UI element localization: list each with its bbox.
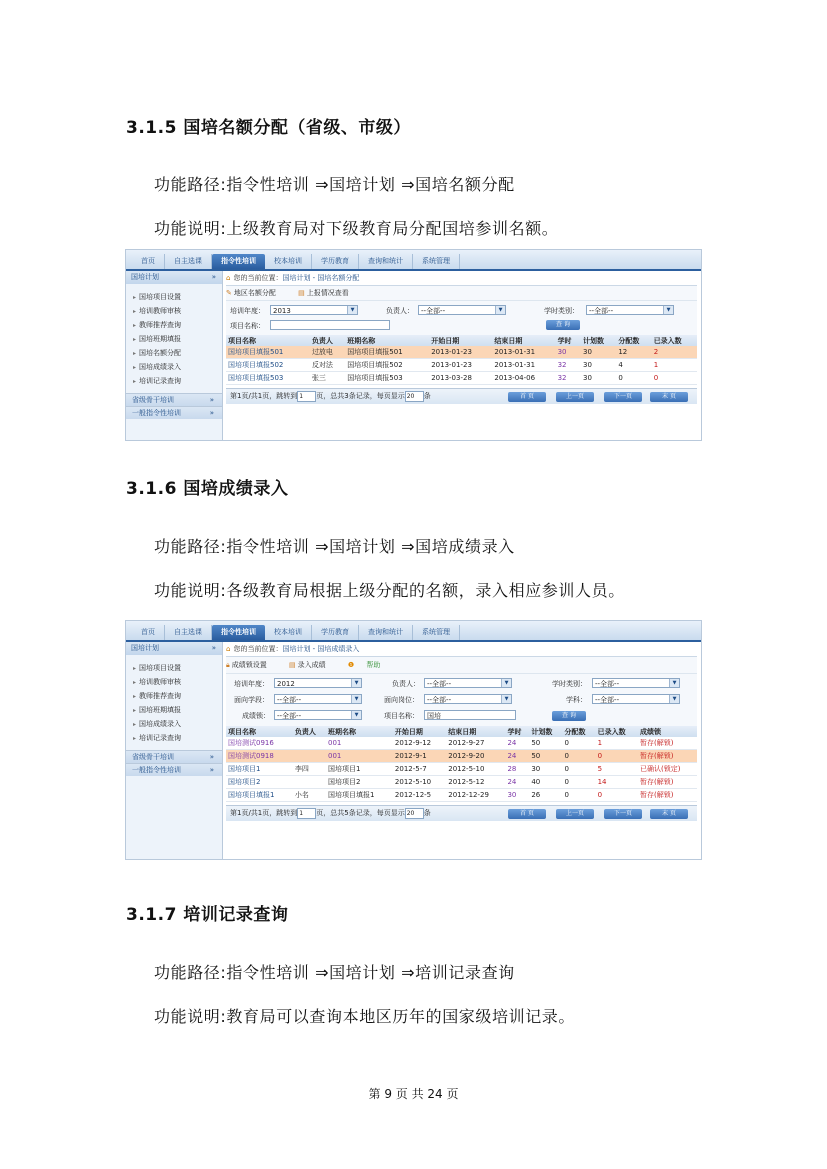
cell-start-date: 2012-9-12 bbox=[393, 737, 446, 750]
pager-pre: 第1页/共1页，跳转到 bbox=[230, 809, 298, 817]
sidebar-group-provincial[interactable] bbox=[126, 750, 222, 763]
bullet-icon: ▸ bbox=[133, 707, 137, 714]
page-footer: 第 9 页 共 24 页 bbox=[368, 1087, 459, 1101]
sidebar-item-label: 国培项目设置 bbox=[139, 664, 182, 672]
cell-end-date: 2012-5-12 bbox=[446, 776, 505, 789]
pagination bbox=[226, 805, 697, 821]
column-header: 计划数 bbox=[581, 335, 616, 346]
cell-start-date: 2012-12-5 bbox=[393, 789, 446, 802]
nav-tab-self-course[interactable]: 自主选课 bbox=[165, 625, 212, 640]
sidebar-item-label: 国培班期填报 bbox=[139, 335, 182, 343]
pagination-text bbox=[230, 389, 431, 404]
cell-owner: 小名 bbox=[293, 789, 326, 802]
quota-table bbox=[226, 335, 697, 385]
cell-owner: 过放电 bbox=[310, 346, 345, 359]
bullet-icon: ▸ bbox=[133, 693, 137, 700]
toolbar bbox=[226, 286, 697, 301]
nav-tab-directive-training[interactable]: 指令性培训 bbox=[212, 625, 265, 640]
hours-type-select[interactable] bbox=[592, 678, 680, 688]
nav-tab-degree-education[interactable]: 学历教育 bbox=[312, 625, 359, 640]
column-header: 计划数 bbox=[529, 726, 562, 737]
first-page-button[interactable]: 首 页 bbox=[508, 392, 546, 402]
page-size-input[interactable]: 20 bbox=[405, 808, 424, 819]
score-lock-settings-button[interactable] bbox=[226, 661, 277, 669]
cell-allocated: 0 bbox=[562, 737, 595, 750]
cell-owner bbox=[293, 776, 326, 789]
cell-owner: 张三 bbox=[310, 372, 345, 385]
nav-tab-school-training[interactable]: 校本培训 bbox=[265, 625, 312, 640]
hours-type-label: 学时类别： bbox=[544, 307, 579, 315]
owner-value: --全部-- bbox=[421, 307, 446, 315]
sidebar-item-teacher-review[interactable] bbox=[126, 304, 222, 318]
nav-tab-self-course[interactable]: 自主选课 bbox=[165, 254, 212, 269]
bullet-icon: ▸ bbox=[133, 294, 137, 301]
bullet-icon: ▸ bbox=[133, 364, 137, 371]
cell-hours: 24 bbox=[505, 750, 529, 763]
cell-allocated: 0 bbox=[562, 789, 595, 802]
function-path-3-1-5: 功能路径:指令性培训 ⇒国培计划 ⇒国培名额分配 bbox=[154, 175, 515, 194]
table-row[interactable] bbox=[226, 789, 697, 802]
screenshot-score-entry bbox=[125, 620, 702, 860]
column-header: 项目名称 bbox=[226, 726, 293, 737]
top-nav bbox=[126, 621, 701, 642]
score-lock-value: --全部-- bbox=[277, 712, 302, 720]
sidebar bbox=[126, 271, 223, 440]
collapse-icon: » bbox=[211, 644, 216, 652]
chevron-down-icon: ▼ bbox=[669, 679, 679, 687]
table-row[interactable] bbox=[226, 750, 697, 763]
next-page-button[interactable]: 下一页 bbox=[604, 392, 642, 402]
owner-select[interactable] bbox=[418, 305, 506, 315]
sidebar-item-label: 培训记录查询 bbox=[139, 734, 182, 742]
table-row[interactable] bbox=[226, 346, 697, 359]
cell-class-name: 001 bbox=[326, 750, 393, 763]
sidebar-title[interactable] bbox=[126, 271, 222, 284]
cell-hours: 30 bbox=[505, 789, 529, 802]
section-heading-3-1-7: 3.1.7 培训记录查询 bbox=[126, 905, 289, 925]
cell-planned: 30 bbox=[581, 346, 616, 359]
last-page-button[interactable]: 末 页 bbox=[650, 392, 688, 402]
sidebar-item-label: 教师推荐查询 bbox=[139, 692, 182, 700]
cell-end-date: 2012-9-27 bbox=[446, 737, 505, 750]
cell-project-name[interactable]: 国培测试0916 bbox=[226, 737, 293, 750]
nav-tab-query-stats[interactable]: 查询和统计 bbox=[359, 625, 413, 640]
sidebar-group-label: 省级骨干培训 bbox=[132, 396, 174, 404]
sidebar-title-label: 国培计划 bbox=[131, 273, 159, 281]
owner-label: 负责人： bbox=[392, 680, 420, 688]
owner-select[interactable] bbox=[424, 678, 512, 688]
function-path-3-1-6: 功能路径:指令性培训 ⇒国培计划 ⇒国培成绩录入 bbox=[154, 537, 515, 556]
section-heading-3-1-6: 3.1.6 国培成绩录入 bbox=[126, 479, 289, 499]
sidebar-item-class-fill[interactable] bbox=[126, 703, 222, 717]
pager-pre: 第1页/共1页，跳转到 bbox=[230, 392, 298, 400]
cell-score-lock[interactable]: 暂存(解锁) bbox=[638, 737, 697, 750]
help-label: 帮助 bbox=[366, 661, 381, 669]
column-header: 负责人 bbox=[293, 726, 326, 737]
sidebar-item-label: 培训教师审核 bbox=[139, 307, 182, 315]
table-header-row bbox=[226, 335, 697, 346]
cell-entered: 2 bbox=[652, 346, 697, 359]
page-jump-input[interactable]: 1 bbox=[297, 808, 316, 819]
cell-start-date: 2012-5-10 bbox=[393, 776, 446, 789]
cell-end-date: 2013-04-06 bbox=[492, 372, 555, 385]
last-page-button[interactable]: 末 页 bbox=[650, 809, 688, 819]
cell-class-name: 国培项目填报1 bbox=[326, 789, 393, 802]
breadcrumb bbox=[226, 642, 697, 657]
nav-tab-system-admin[interactable]: 系统管理 bbox=[413, 254, 460, 269]
owner-label: 负责人： bbox=[386, 307, 414, 315]
year-select[interactable] bbox=[274, 678, 362, 688]
cell-class-name: 001 bbox=[326, 737, 393, 750]
query-button[interactable]: 查 询 bbox=[552, 711, 586, 721]
cell-project-name[interactable]: 国培项目2 bbox=[226, 776, 293, 789]
sidebar-item-recommend-query[interactable] bbox=[126, 318, 222, 332]
cell-allocated: 4 bbox=[616, 359, 651, 372]
column-header: 分配数 bbox=[616, 335, 651, 346]
chevron-down-icon: ▼ bbox=[495, 306, 505, 314]
bullet-icon: ▸ bbox=[133, 350, 137, 357]
collapse-icon: » bbox=[211, 273, 216, 281]
enter-scores-label: 录入成绩 bbox=[297, 661, 326, 669]
project-name-label: 项目名称： bbox=[230, 322, 265, 330]
column-header: 开始日期 bbox=[429, 335, 492, 346]
cell-start-date: 2012-5-7 bbox=[393, 763, 446, 776]
column-header: 负责人 bbox=[310, 335, 345, 346]
cell-class-name: 国培项目填报503 bbox=[345, 372, 429, 385]
pager-post: 条 bbox=[423, 809, 431, 817]
column-header: 班期名称 bbox=[345, 335, 429, 346]
breadcrumb-prefix: 您的当前位置： bbox=[233, 645, 283, 653]
cell-class-name: 国培项目2 bbox=[326, 776, 393, 789]
home-icon: ⌂ bbox=[226, 645, 231, 653]
chevron-down-icon: ▼ bbox=[663, 306, 673, 314]
hours-type-value: --全部-- bbox=[595, 680, 620, 688]
project-name-value: 国培 bbox=[427, 712, 441, 720]
function-desc-3-1-7: 功能说明:教育局可以查询本地区历年的国家级培训记录。 bbox=[154, 1007, 575, 1026]
report-status-button[interactable] bbox=[298, 289, 359, 297]
table-row[interactable] bbox=[226, 737, 697, 750]
toolbar bbox=[226, 657, 697, 674]
hours-type-label: 学时类别： bbox=[552, 680, 587, 688]
sidebar-item-project-setup[interactable] bbox=[126, 661, 222, 675]
table-row[interactable] bbox=[226, 372, 697, 385]
hours-type-select[interactable] bbox=[586, 305, 674, 315]
sidebar-item-label: 国培成绩录入 bbox=[139, 363, 182, 371]
breadcrumb-prefix: 您的当前位置： bbox=[233, 274, 283, 282]
school-stage-label: 面向学段： bbox=[234, 696, 269, 704]
sidebar-item-label: 教师推荐查询 bbox=[139, 321, 182, 329]
subject-value: --全部-- bbox=[595, 696, 620, 704]
cell-allocated: 0 bbox=[616, 372, 651, 385]
search-form bbox=[226, 301, 697, 335]
bullet-icon: ▸ bbox=[133, 336, 137, 343]
cell-score-lock[interactable]: 暂存(解锁) bbox=[638, 750, 697, 763]
cell-start-date: 2012-9-1 bbox=[393, 750, 446, 763]
year-value: 2013 bbox=[273, 307, 291, 315]
pagination bbox=[226, 388, 697, 404]
cell-planned: 30 bbox=[581, 359, 616, 372]
breadcrumb bbox=[226, 271, 697, 286]
nav-tab-home[interactable]: 首页 bbox=[132, 625, 165, 640]
sidebar bbox=[126, 642, 223, 859]
cell-entered: 1 bbox=[652, 359, 697, 372]
hours-type-value: --全部-- bbox=[589, 307, 614, 315]
cell-score-lock[interactable]: 已确认(锁定) bbox=[638, 763, 697, 776]
cell-planned: 26 bbox=[529, 789, 562, 802]
first-page-button[interactable]: 首 页 bbox=[508, 809, 546, 819]
cell-hours: 30 bbox=[556, 346, 581, 359]
cell-class-name: 国培项目填报501 bbox=[345, 346, 429, 359]
chevron-down-icon: ▼ bbox=[351, 679, 361, 687]
sidebar-item-record-query[interactable] bbox=[126, 731, 222, 745]
sidebar-group-label: 省级骨干培训 bbox=[132, 753, 174, 761]
project-name-label: 项目名称： bbox=[384, 712, 419, 720]
prev-page-button[interactable]: 上一页 bbox=[556, 809, 594, 819]
table-row[interactable] bbox=[226, 763, 697, 776]
nav-tab-home[interactable]: 首页 bbox=[132, 254, 165, 269]
nav-tab-query-stats[interactable]: 查询和统计 bbox=[359, 254, 413, 269]
owner-value: --全部-- bbox=[427, 680, 452, 688]
project-name-input[interactable] bbox=[270, 320, 390, 330]
cell-start-date: 2013-01-23 bbox=[429, 359, 492, 372]
info-icon: ❶ bbox=[347, 661, 355, 669]
enter-scores-button[interactable] bbox=[289, 661, 336, 669]
pagination-text bbox=[230, 806, 431, 821]
bullet-icon: ▸ bbox=[133, 665, 137, 672]
nav-tab-directive-training[interactable]: 指令性培训 bbox=[212, 254, 265, 269]
score-table bbox=[226, 726, 697, 802]
hammer-icon: ✎ bbox=[226, 289, 232, 297]
cell-end-date: 2013-01-31 bbox=[492, 346, 555, 359]
cell-end-date: 2012-12-29 bbox=[446, 789, 505, 802]
table-row[interactable] bbox=[226, 776, 697, 789]
function-desc-3-1-5: 功能说明:上级教育局对下级教育局分配国培参训名额。 bbox=[154, 219, 559, 238]
cell-allocated: 0 bbox=[562, 776, 595, 789]
school-stage-value: --全部-- bbox=[277, 696, 302, 704]
year-label: 培训年度： bbox=[230, 307, 265, 315]
document-icon: ▤ bbox=[288, 661, 296, 669]
cell-hours: 32 bbox=[556, 359, 581, 372]
cell-start-date: 2013-01-23 bbox=[429, 346, 492, 359]
cell-entered: 0 bbox=[596, 789, 638, 802]
cell-entered: 1 bbox=[596, 737, 638, 750]
bullet-icon: ▸ bbox=[133, 721, 137, 728]
sidebar-item-label: 国培班期填报 bbox=[139, 706, 182, 714]
sidebar-item-label: 国培成绩录入 bbox=[139, 720, 182, 728]
nav-tab-degree-education[interactable]: 学历教育 bbox=[312, 254, 359, 269]
cell-hours: 24 bbox=[505, 737, 529, 750]
cell-entered: 14 bbox=[596, 776, 638, 789]
cell-score-lock[interactable]: 暂存(解锁) bbox=[638, 789, 697, 802]
cell-end-date: 2012-5-10 bbox=[446, 763, 505, 776]
sidebar-item-score-entry[interactable] bbox=[126, 717, 222, 731]
table-row[interactable] bbox=[226, 359, 697, 372]
nav-tab-school-training[interactable]: 校本培训 bbox=[265, 254, 312, 269]
column-header: 分配数 bbox=[562, 726, 595, 737]
post-label: 面向岗位： bbox=[384, 696, 419, 704]
prev-page-button[interactable]: 上一页 bbox=[556, 392, 594, 402]
chevron-down-icon: ▼ bbox=[501, 695, 511, 703]
chevron-down-icon: ▼ bbox=[347, 306, 357, 314]
score-lock-settings-label: 成绩锁设置 bbox=[231, 661, 267, 669]
cell-entered: 0 bbox=[652, 372, 697, 385]
sidebar-item-record-query[interactable] bbox=[126, 374, 222, 388]
page-size-input[interactable]: 20 bbox=[405, 391, 424, 402]
sidebar-item-quota-allocation[interactable] bbox=[126, 346, 222, 360]
year-value: 2012 bbox=[277, 680, 295, 688]
nav-tab-system-admin[interactable]: 系统管理 bbox=[413, 625, 460, 640]
function-desc-3-1-6: 功能说明:各级教育局根据上级分配的名额，录入相应参训人员。 bbox=[154, 581, 625, 600]
cell-owner: 反对法 bbox=[310, 359, 345, 372]
cell-end-date: 2013-01-31 bbox=[492, 359, 555, 372]
score-lock-label: 成绩锁： bbox=[242, 712, 270, 720]
cell-project-name[interactable]: 国培项目1 bbox=[226, 763, 293, 776]
pager-post: 条 bbox=[423, 392, 431, 400]
cell-owner: 李四 bbox=[293, 763, 326, 776]
cell-project-name[interactable]: 国培项目填报501 bbox=[226, 346, 310, 359]
expand-icon: » bbox=[209, 753, 214, 761]
column-header: 结束日期 bbox=[492, 335, 555, 346]
bullet-icon: ▸ bbox=[133, 308, 137, 315]
cell-hours: 28 bbox=[505, 763, 529, 776]
cell-allocated: 12 bbox=[616, 346, 651, 359]
screenshot-quota-allocation bbox=[125, 249, 702, 441]
function-path-3-1-7: 功能路径:指令性培训 ⇒国培计划 ⇒培训记录查询 bbox=[154, 963, 515, 982]
chevron-down-icon: ▼ bbox=[669, 695, 679, 703]
cell-hours: 32 bbox=[556, 372, 581, 385]
project-name-input[interactable] bbox=[424, 710, 516, 720]
subject-label: 学科： bbox=[566, 696, 587, 704]
pager-mid: 页，总共3条记录，每页显示 bbox=[316, 392, 405, 400]
score-lock-select[interactable] bbox=[274, 710, 362, 720]
cell-start-date: 2013-03-28 bbox=[429, 372, 492, 385]
breadcrumb-path[interactable]: 国培计划 - 国培成绩录入 bbox=[282, 645, 360, 653]
cell-project-name[interactable]: 国培测试0918 bbox=[226, 750, 293, 763]
chevron-down-icon: ▼ bbox=[351, 711, 361, 719]
sidebar-group-label: 一般指令性培训 bbox=[132, 409, 181, 417]
cell-planned: 50 bbox=[529, 750, 562, 763]
sidebar-item-label: 培训记录查询 bbox=[139, 377, 182, 385]
sidebar-item-label: 培训教师审核 bbox=[139, 678, 182, 686]
cell-project-name[interactable]: 国培项目填报1 bbox=[226, 789, 293, 802]
expand-icon: » bbox=[209, 396, 214, 404]
section-heading-3-1-5: 3.1.5 国培名额分配（省级、市级） bbox=[126, 118, 411, 138]
sidebar-item-label: 国培名额分配 bbox=[139, 349, 182, 357]
main-panel bbox=[223, 642, 701, 859]
home-icon: ⌂ bbox=[226, 274, 231, 282]
region-quota-button[interactable] bbox=[226, 289, 286, 297]
cell-end-date: 2012-9-20 bbox=[446, 750, 505, 763]
expand-icon: » bbox=[209, 409, 214, 417]
pager-mid: 页，总共5条记录，每页显示 bbox=[316, 809, 405, 817]
cell-owner bbox=[293, 737, 326, 750]
query-button[interactable]: 查 询 bbox=[546, 320, 580, 330]
region-quota-label: 地区名额分配 bbox=[233, 289, 276, 297]
sidebar-group-general[interactable] bbox=[126, 406, 222, 419]
lock-icon: 🔒︎ bbox=[226, 661, 230, 669]
sidebar-group-label: 一般指令性培训 bbox=[132, 766, 181, 774]
next-page-button[interactable]: 下一页 bbox=[604, 809, 642, 819]
sidebar-group-provincial[interactable] bbox=[126, 393, 222, 406]
search-form bbox=[226, 674, 697, 726]
sidebar-title-label: 国培计划 bbox=[131, 644, 159, 652]
sidebar-item-teacher-review[interactable] bbox=[126, 675, 222, 689]
column-header: 班期名称 bbox=[326, 726, 393, 737]
chevron-down-icon: ▼ bbox=[501, 679, 511, 687]
cell-planned: 30 bbox=[529, 763, 562, 776]
post-select[interactable] bbox=[424, 694, 512, 704]
column-header: 已录入数 bbox=[596, 726, 638, 737]
subject-select[interactable] bbox=[592, 694, 680, 704]
cell-project-name[interactable]: 国培项目填报503 bbox=[226, 372, 310, 385]
cell-owner bbox=[293, 750, 326, 763]
page-jump-input[interactable]: 1 bbox=[297, 391, 316, 402]
bullet-icon: ▸ bbox=[133, 735, 137, 742]
cell-project-name[interactable]: 国培项目填报502 bbox=[226, 359, 310, 372]
cell-class-name: 国培项目1 bbox=[326, 763, 393, 776]
sidebar-item-score-entry[interactable] bbox=[126, 360, 222, 374]
expand-icon: » bbox=[209, 766, 214, 774]
cell-entered: 0 bbox=[596, 750, 638, 763]
sidebar-title[interactable] bbox=[126, 642, 222, 655]
sidebar-group-general[interactable] bbox=[126, 763, 222, 776]
cell-entered: 5 bbox=[596, 763, 638, 776]
sidebar-item-class-fill[interactable] bbox=[126, 332, 222, 346]
column-header: 开始日期 bbox=[393, 726, 446, 737]
document-icon: ▤ bbox=[298, 289, 305, 297]
column-header: 项目名称 bbox=[226, 335, 310, 346]
breadcrumb-path[interactable]: 国培计划 - 国培名额分配 bbox=[282, 274, 360, 282]
year-label: 培训年度： bbox=[234, 680, 269, 688]
post-value: --全部-- bbox=[427, 696, 452, 704]
table-header-row bbox=[226, 726, 697, 737]
cell-score-lock[interactable]: 暂存(解锁) bbox=[638, 776, 697, 789]
column-header: 学时 bbox=[505, 726, 529, 737]
chevron-down-icon: ▼ bbox=[351, 695, 361, 703]
year-select[interactable] bbox=[270, 305, 358, 315]
bullet-icon: ▸ bbox=[133, 322, 137, 329]
cell-allocated: 0 bbox=[562, 763, 595, 776]
main-panel bbox=[223, 271, 701, 440]
column-header: 成绩锁 bbox=[638, 726, 697, 737]
bullet-icon: ▸ bbox=[133, 378, 137, 385]
cell-planned: 40 bbox=[529, 776, 562, 789]
cell-allocated: 0 bbox=[562, 750, 595, 763]
sidebar-item-label: 国培项目设置 bbox=[139, 293, 182, 301]
column-header: 结束日期 bbox=[446, 726, 505, 737]
help-button[interactable] bbox=[348, 661, 391, 669]
sidebar-item-recommend-query[interactable] bbox=[126, 689, 222, 703]
column-header: 学时 bbox=[556, 335, 581, 346]
column-header: 已录入数 bbox=[652, 335, 697, 346]
cell-hours: 24 bbox=[505, 776, 529, 789]
bullet-icon: ▸ bbox=[133, 679, 137, 686]
cell-planned: 30 bbox=[581, 372, 616, 385]
cell-planned: 50 bbox=[529, 737, 562, 750]
top-nav bbox=[126, 250, 701, 271]
cell-class-name: 国培项目填报502 bbox=[345, 359, 429, 372]
sidebar-item-project-setup[interactable] bbox=[126, 290, 222, 304]
school-stage-select[interactable] bbox=[274, 694, 362, 704]
report-status-label: 上报情况查看 bbox=[306, 289, 349, 297]
